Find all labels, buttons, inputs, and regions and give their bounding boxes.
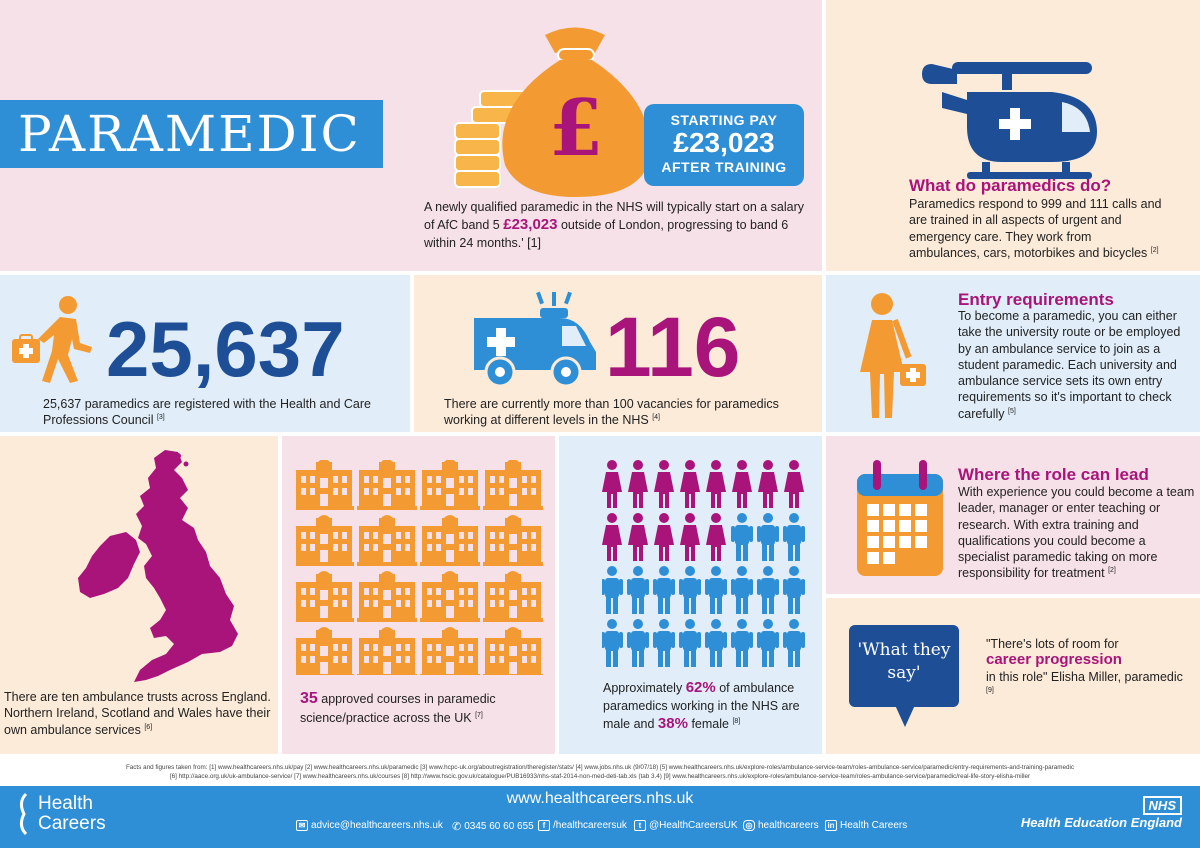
contact-linkedin[interactable]: in Health Careers [825, 820, 907, 831]
what-they-say-bubble: 'What they say' [849, 625, 959, 707]
contact-twitter[interactable]: t @HealthCareersUK [634, 820, 738, 831]
female-figure-icon [732, 460, 752, 508]
helicopter-icon [912, 52, 1112, 182]
footer [0, 786, 1200, 848]
buildings-grid [296, 460, 544, 675]
buildings-svg [296, 460, 544, 675]
money-bag-icon [450, 15, 660, 197]
male-figure-icon [757, 619, 779, 667]
male-figure-icon [731, 619, 753, 667]
registered-number: 25,637 [106, 305, 345, 393]
male-figure-icon [627, 619, 649, 667]
nhs-logo: NHS Health Education England [1020, 798, 1182, 830]
twitter-icon: t [634, 820, 646, 831]
uk-map-icon [70, 448, 250, 688]
university-building-icon [296, 460, 354, 510]
gender-text: Approximately 62% of ambulance paramedics working in the NHS are male and 38% female [8] [603, 679, 800, 732]
ambulance-icon [470, 290, 600, 390]
calendar-icon [855, 460, 945, 580]
registered-text: 25,637 paramedics are registered with the Health and Care Professions Council [3] [43, 397, 371, 428]
phone-icon: ✆ [452, 821, 462, 833]
female-figure-icon [680, 460, 700, 508]
page-title: PARAMEDIC [0, 100, 383, 168]
contact-facebook[interactable]: f /healthcareersuk [538, 820, 627, 831]
female-figure-icon [758, 460, 778, 508]
contact-email[interactable]: ✉ advice@healthcareers.nhs.uk [296, 820, 443, 831]
linkedin-icon: in [825, 820, 837, 831]
courses-text: 35 approved courses in paramedic science/practice across the UK [7] [300, 690, 496, 725]
university-building-icon [483, 571, 543, 622]
vacancies-text: There are currently more than 100 vacancies for paramedics working at different levels in the NHS [4] [444, 397, 779, 428]
pay-text: A newly qualified paramedic in the NHS will typically start on a salary of AfC band 5 £23,023 outside of London, progressing to band 6 within 24 months.' [1] [424, 200, 805, 250]
female-pct-label: 38% [657, 714, 688, 732]
male-figure-icon [731, 513, 753, 561]
health-careers-logo[interactable]: Health Careers [16, 792, 106, 836]
lead-text: With experience you could become a team leader, manager or enter teaching or research. With extra training and qualifications you could become a specialist paramedic taking on more responsibility for treatment [2] [958, 485, 1195, 581]
male-figure-icon [679, 566, 701, 614]
bubble-tail [895, 705, 915, 727]
entry-heading: Entry requirements [958, 290, 1114, 309]
female-figure-icon [784, 460, 804, 508]
university-building-icon [420, 460, 480, 510]
trusts-text: There are ten ambulance trusts across England. Northern Ireland, Scotland and Wales have their own ambulance services [6] [4, 690, 271, 737]
university-building-icon [420, 571, 480, 622]
what-do-heading: What do paramedics do? [909, 176, 1112, 195]
university-building-icon [357, 571, 417, 622]
male-figure-icon [783, 513, 805, 561]
male-figure-icon [653, 619, 675, 667]
sources: Facts and figures taken from: [1] www.healthcareers.nhs.uk/pay [2] www.healthcareers.nhs.uk/paramedic [3] www.hcpc-uk.org/aboutregistration/theregister/stats/ [4] www.jobs.nhs.uk (9/07/18) [5] www.healthcareers.nhs.uk/explore-roles/ambulance-service-team/roles-ambulance-service/paramedic/entry-requirements-and-training-paramedic [6] http://aace.org.uk/uk-ambulance-service/ [7] www.healthcareers.nhs.uk/courses [8] http://www.hscic.gov.uk/catalogue/PUB16933/nhs-staf-2014-non-med-deti-tab.xls (tab 3.4) [9] www.healthcareers.nhs.uk/explore-roles/ambulance-service-team/roles-ambulance-service/paramedic/real-life-story-elisha-miller [0, 758, 1200, 786]
male-figure-icon [653, 566, 675, 614]
walking-person-icon [10, 295, 100, 385]
university-building-icon [420, 515, 480, 566]
people-grid [602, 460, 812, 670]
courses-count: 35 [300, 690, 318, 707]
woman-with-bag-icon [858, 292, 928, 422]
female-figure-icon [628, 460, 648, 508]
male-figure-icon [705, 619, 727, 667]
contact-instagram[interactable]: ◎ healthcareers [743, 820, 819, 831]
quote-highlight: career progression [986, 651, 1122, 669]
university-building-icon [357, 460, 417, 510]
quote-text: "There's lots of room for career progression in this role" Elisha Miller, paramedic [9] [986, 636, 1186, 701]
male-figure-icon [705, 566, 727, 614]
email-icon: ✉ [296, 820, 308, 831]
university-building-icon [483, 627, 543, 675]
footer-url[interactable]: www.healthcareers.nhs.uk [506, 790, 694, 807]
male-figure-icon [602, 619, 623, 667]
what-do-text: Paramedics respond to 999 and 111 calls and are trained in all aspects of urgent and emergency care. They work from ambulances, cars, motorbikes and bicycles [2] [909, 197, 1162, 260]
university-building-icon [483, 515, 543, 566]
university-building-icon [296, 571, 354, 622]
male-figure-icon [627, 566, 649, 614]
female-figure-icon [706, 460, 726, 508]
entry-text: To become a paramedic, you can either take the university route or be employed by an ambulance service to join as a student paramedic. Each university and ambulance service sets its own entry requirements so it's important to check carefully [5] [958, 309, 1181, 421]
instagram-icon: ◎ [743, 820, 755, 831]
female-figure-icon [628, 513, 648, 561]
badge-bottom: AFTER TRAINING [661, 158, 787, 175]
lead-heading: Where the role can lead [958, 465, 1149, 484]
male-figure-icon [783, 566, 805, 614]
svg-text:£: £ [548, 83, 604, 174]
university-building-icon [357, 515, 417, 566]
male-figure-icon [783, 619, 805, 667]
female-figure-icon [654, 513, 674, 561]
male-pct-label: 62% [685, 679, 716, 696]
pay-amount-inline: £23,023 [503, 216, 558, 234]
male-figure-icon [602, 566, 623, 614]
badge-amount: £23,023 [673, 127, 775, 158]
male-figure-icon [679, 619, 701, 667]
male-figure-icon [757, 513, 779, 561]
university-building-icon [296, 627, 354, 675]
university-building-icon [483, 460, 543, 510]
female-figure-icon [602, 513, 622, 561]
contact-phone[interactable]: ✆ 0345 60 60 655 [452, 821, 534, 833]
university-building-icon [296, 515, 354, 566]
people-svg [602, 460, 812, 670]
badge-top: STARTING PAY [670, 112, 778, 128]
vacancies-number: 116 [605, 300, 741, 394]
facebook-icon: f [538, 820, 550, 831]
university-building-icon [357, 627, 417, 675]
university-building-icon [420, 627, 480, 675]
starting-pay-badge [644, 104, 804, 186]
female-figure-icon [680, 513, 700, 561]
female-figure-icon [654, 460, 674, 508]
female-figure-icon [602, 460, 622, 508]
male-figure-icon [731, 566, 753, 614]
female-figure-icon [706, 513, 726, 561]
male-figure-icon [757, 566, 779, 614]
